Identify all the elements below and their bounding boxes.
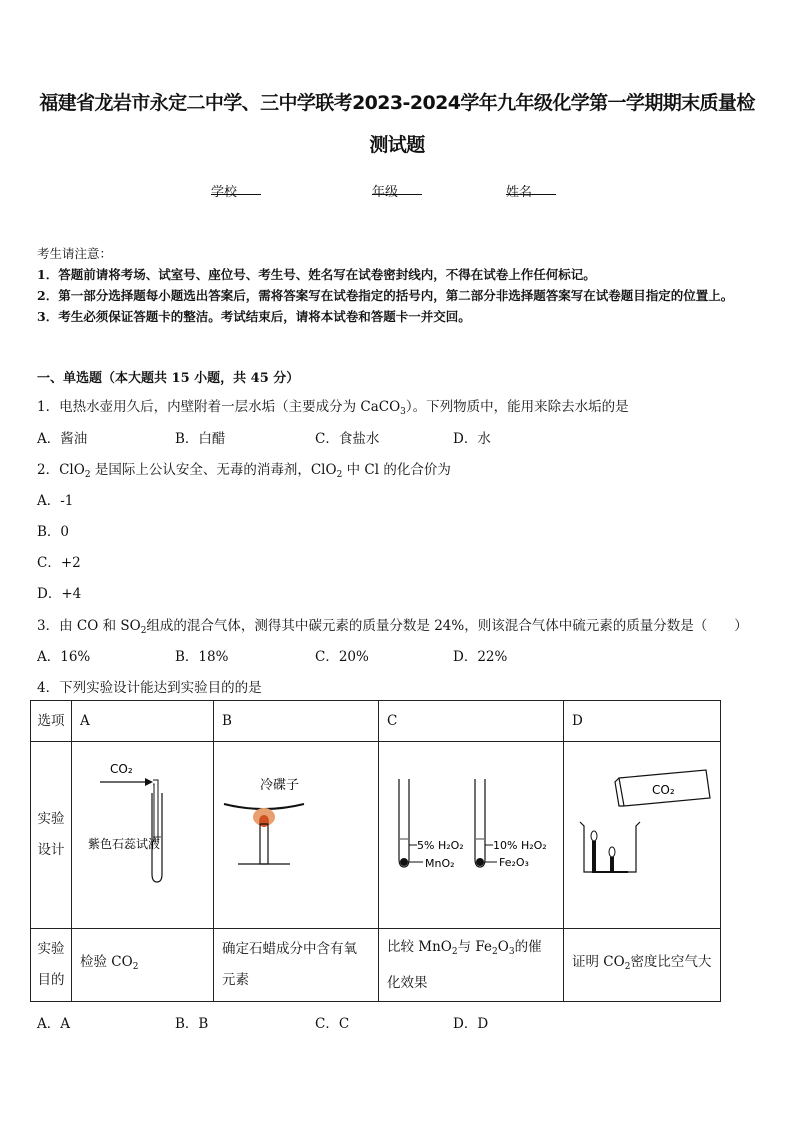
cold-dish-label: 冷碟子 xyxy=(260,778,300,793)
page-title: 福建省龙岩市永定二中学、三中学联考2023-2024学年九年级化学第一学期期末质量检 xyxy=(39,92,755,114)
q2-option-b[interactable]: B．0 xyxy=(37,524,70,540)
question-4-stem: 4．下列实验设计能达到实验目的的是 xyxy=(37,680,262,696)
delivery-tube xyxy=(153,780,158,842)
q3-option-c[interactable]: C．20% xyxy=(315,649,369,665)
notice-block xyxy=(37,243,762,327)
catalyst-comparison-diagram xyxy=(379,742,563,928)
school-blank[interactable] xyxy=(211,181,261,195)
candle-cold-dish-diagram xyxy=(214,742,378,928)
left-test-tube xyxy=(399,779,409,867)
q3-option-b[interactable]: B．18% xyxy=(175,649,229,665)
table-row-purpose xyxy=(31,929,721,1002)
design-label: 实验设计 xyxy=(31,742,72,929)
left-solid-label: MnO₂ xyxy=(425,857,455,870)
question-2-stem: 2．ClO$_2$ 是国际上公认安全、无毒的消毒剂，ClO$_2$ 中 Cl 的化合价为 xyxy=(37,462,451,480)
q4-option-c[interactable]: C．C xyxy=(315,1016,350,1032)
mno2-solid xyxy=(400,858,408,866)
arrow-head-icon xyxy=(145,778,153,786)
notice-item: 2．第一部分选择题每小题选出答案后，需将答案写在试卷指定的括号内，第二部分非选择题答案写在试卷题目指定的位置上。 xyxy=(37,288,734,303)
q3-option-d[interactable]: D．22% xyxy=(453,649,508,665)
purpose-c: 比较 MnO$_2$与 $Fe_2O_3$的催化效果 xyxy=(379,929,564,1002)
diagram-a-cell xyxy=(72,742,214,929)
experiment-table xyxy=(30,700,721,1002)
table-header-row xyxy=(31,701,721,742)
right-test-tube xyxy=(475,779,485,867)
question-3-stem: 3．由 CO 和 $SO_2$组成的混合气体，测得其中碳元素的质量分数是 24%，则该混合气体中硫元素的质量分数是（ ） xyxy=(37,618,748,636)
right-solution-label: 10% H₂O₂ xyxy=(493,839,547,852)
diagram-c-cell xyxy=(379,742,564,929)
q1-option-a[interactable]: A．酱油 xyxy=(37,431,88,447)
question-1-stem: 1．电热水壶用久后，内壁附着一层水垢（主要成分为 CaCO$_3$）。下列物质中，能用来除去水垢的是 xyxy=(37,399,629,417)
school-label: 学校 xyxy=(211,185,238,200)
grade-label: 年级 xyxy=(372,185,399,200)
q2-option-a[interactable]: A．-1 xyxy=(37,493,74,509)
notice-item: 1．答题前请将考场、试室号、座位号、考生号、姓名写在试卷密封线内，不得在试卷上作任何标记。 xyxy=(37,267,596,282)
q2-option-c[interactable]: C．+2 xyxy=(37,555,81,571)
q2-option-d[interactable]: D．+4 xyxy=(37,586,82,602)
q4-option-b[interactable]: B．B xyxy=(175,1016,209,1032)
table-row-design xyxy=(31,742,721,929)
name-label: 姓名 xyxy=(506,185,533,200)
q1-option-b[interactable]: B．白醋 xyxy=(175,431,226,447)
header-cell: A xyxy=(72,701,214,742)
q1-option-d[interactable]: D．水 xyxy=(453,431,491,447)
purpose-d: 证明 $CO_2$密度比空气大 xyxy=(564,929,721,1002)
co2-gas-label: CO₂ xyxy=(110,762,133,776)
fe2o3-solid xyxy=(476,858,484,866)
header-cell: 选项 xyxy=(31,701,72,742)
header-cell: B xyxy=(214,701,379,742)
header-cell: C xyxy=(379,701,564,742)
grade-blank[interactable] xyxy=(372,181,422,195)
left-solution-label: 5% H₂O₂ xyxy=(417,839,464,852)
purpose-b: 确定石蜡成分中含有氧元素 xyxy=(214,929,379,1002)
d-co2-label: CO₂ xyxy=(652,783,675,797)
tall-candle xyxy=(592,841,596,872)
notice-heading: 考生请注意： xyxy=(37,246,113,261)
purpose-a: 检验 $CO_2$ xyxy=(72,929,214,1002)
beaker-candles-diagram xyxy=(564,742,717,928)
litmus-label: 紫色石蕊试液 xyxy=(88,837,161,851)
section-heading: 一、单选题（本大题共 15 小题，共 45 分） xyxy=(37,371,300,386)
diagram-b-cell xyxy=(214,742,379,929)
right-solid-label: Fe₂O₃ xyxy=(499,856,529,869)
name-blank[interactable] xyxy=(506,181,556,195)
short-candle-flame-icon xyxy=(609,847,615,857)
short-candle xyxy=(610,857,614,872)
diagram-d-cell xyxy=(564,742,721,929)
q1-option-c[interactable]: C．食盐水 xyxy=(315,431,380,447)
purpose-label: 实验目的 xyxy=(31,929,72,1002)
candle xyxy=(260,824,268,864)
tall-candle-flame-icon xyxy=(591,831,597,841)
q4-option-d[interactable]: D．D xyxy=(453,1016,489,1032)
page-title-continued: 测试题 xyxy=(369,134,425,156)
q3-option-a[interactable]: A．16% xyxy=(37,649,91,665)
q4-option-a[interactable]: A．A xyxy=(37,1016,70,1032)
notice-item: 3．考生必须保证答题卡的整洁。考试结束后，请将本试卷和答题卡一并交回。 xyxy=(37,309,471,324)
test-tube-co2-diagram xyxy=(72,742,213,928)
header-cell: D xyxy=(564,701,721,742)
